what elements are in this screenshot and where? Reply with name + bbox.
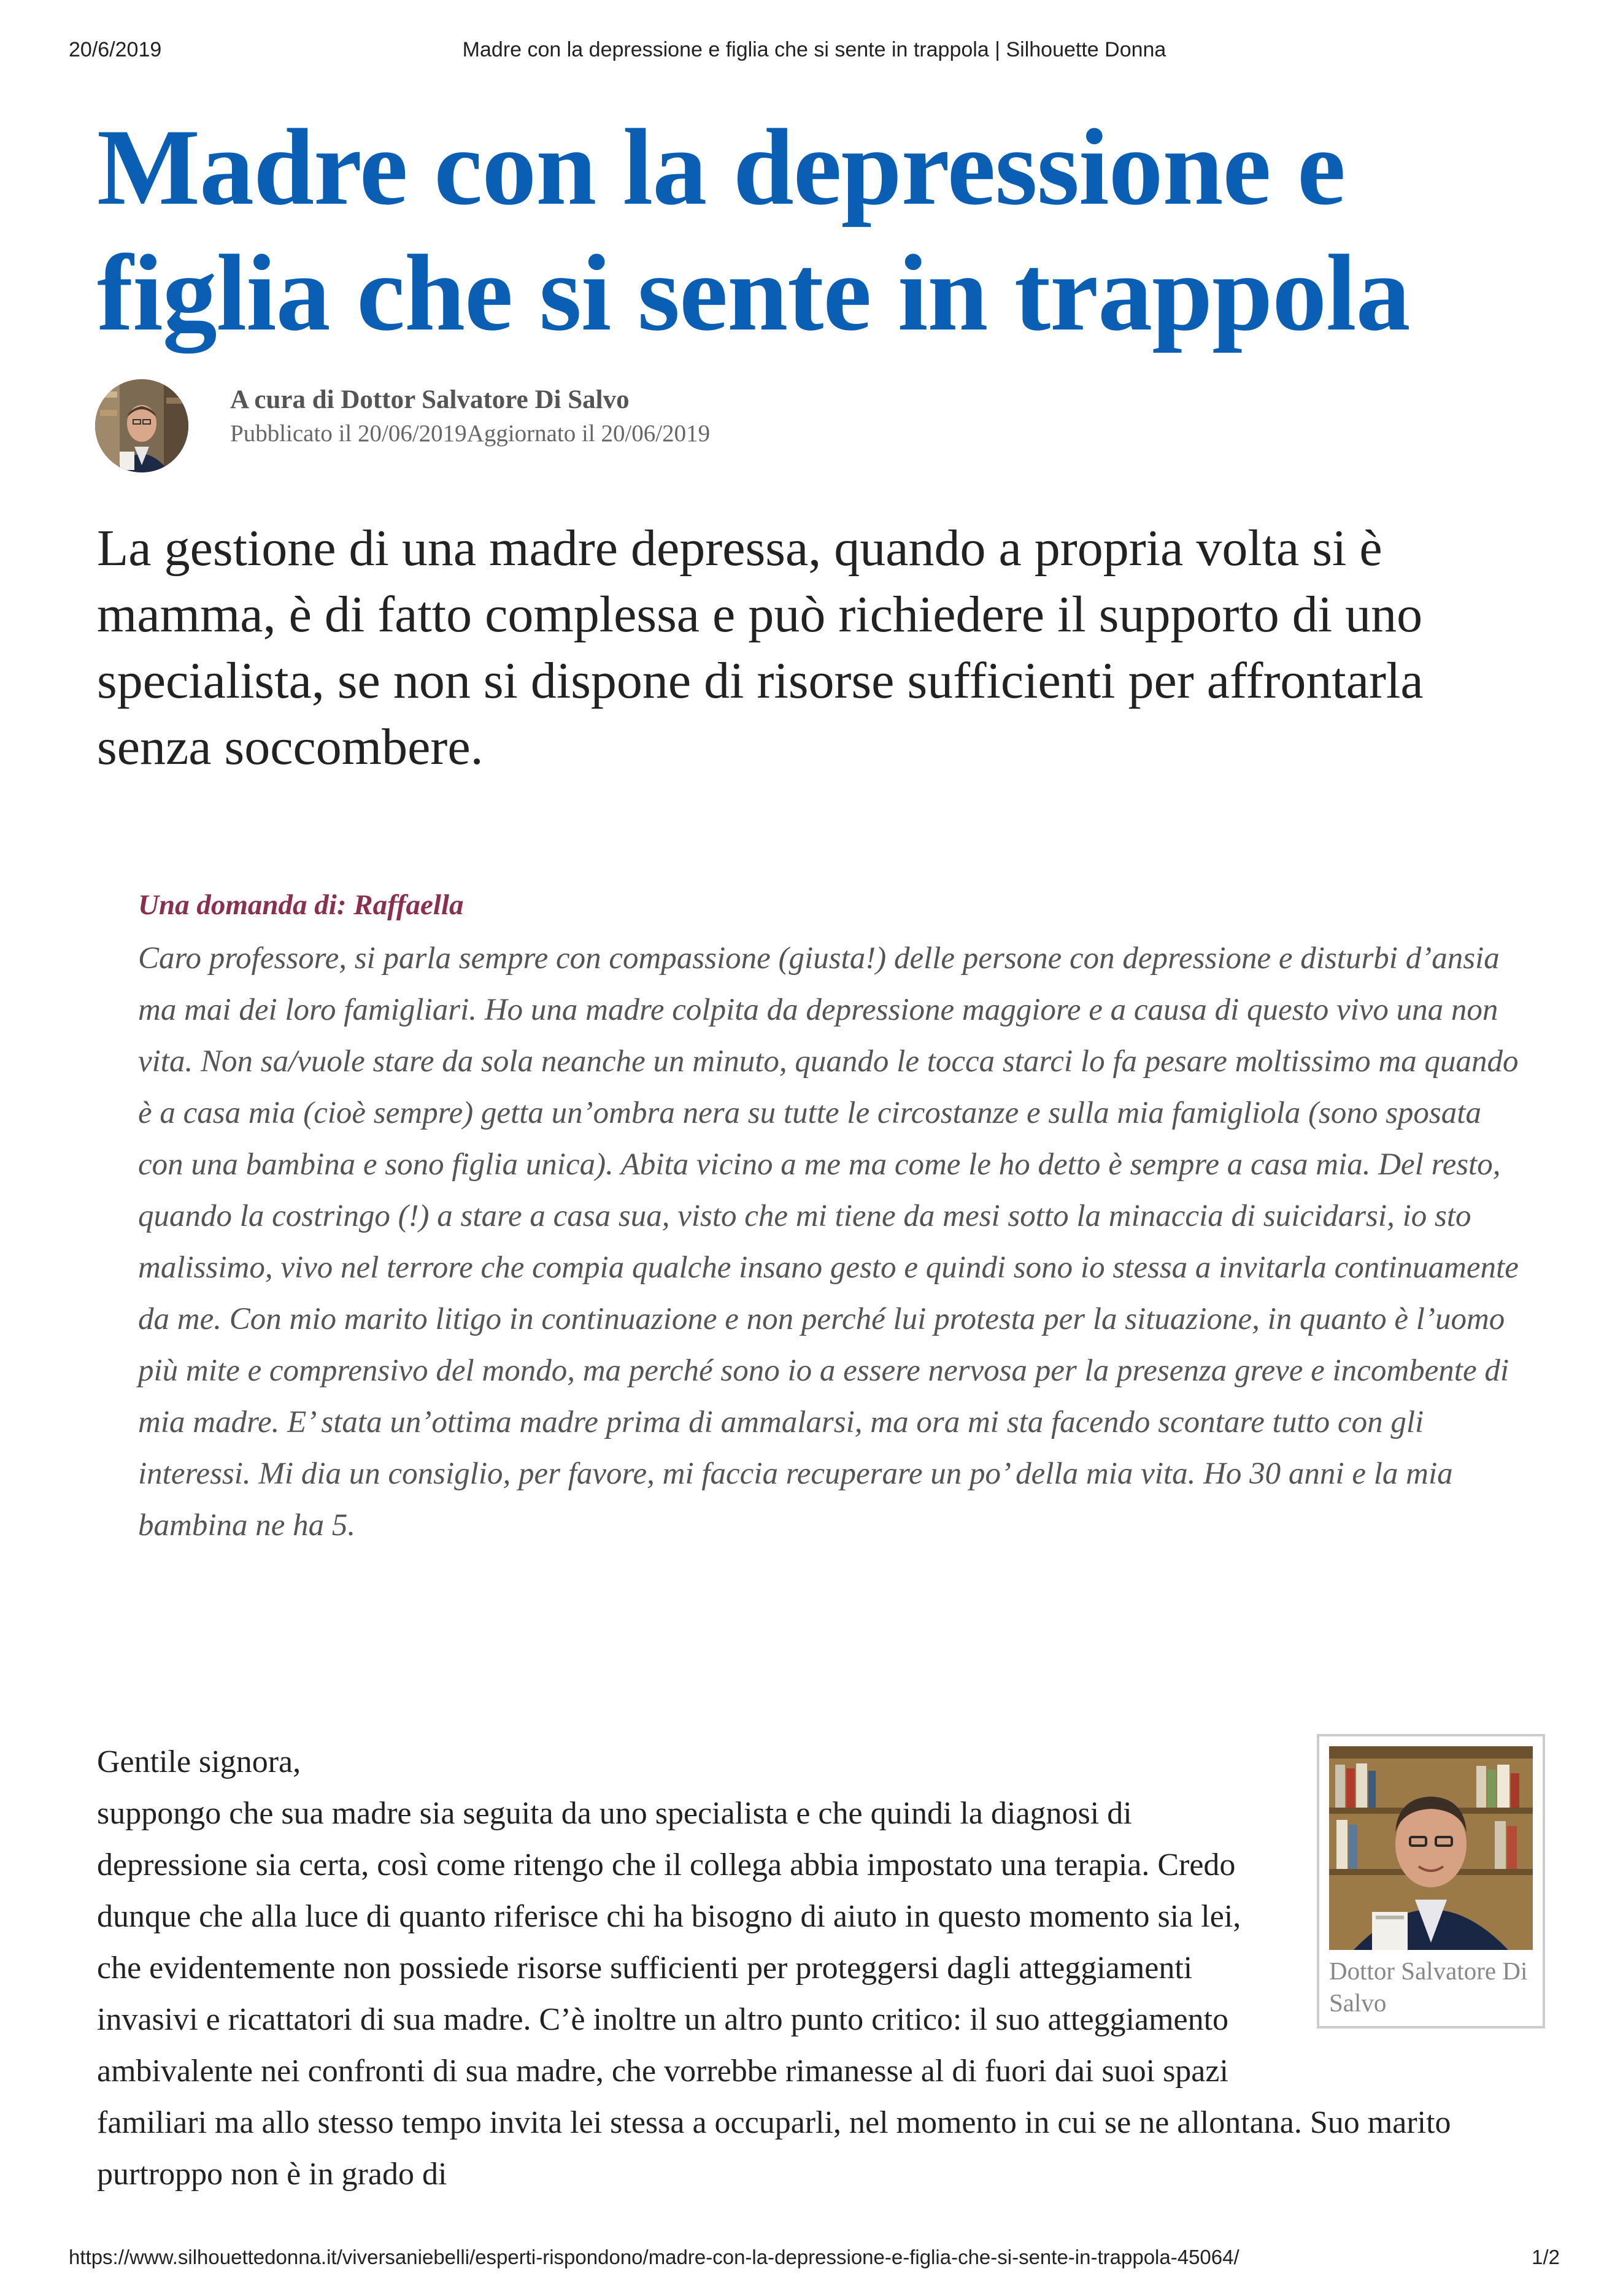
print-date: 20/6/2019 [69, 38, 162, 61]
article-lead: La gestione di una madre depressa, quando a propria volta si è mamma, è di fatto complessa e può richiedere il supporto di uno specialista, se non si dispone di risorse sufficienti per affrontarla senza soccombere. [97, 520, 1424, 776]
answer-body: suppongo che sua madre sia seguita da uno specialista e che quindi la diagnosi di depressione sia certa, così come ritengo che il collega abbia impostato una terapia. Credo dunque che alla luce di quanto riferisce chi ha bisogno di aiuto in questo momento sia lei, che evidentemente non possiede risorse sufficienti per proteggersi dagli atteggiamenti invasivi e ricattatori di sua madre. C’è inoltre un altro punto critico: il suo atteggiamento ambivalente nei confronti di sua madre, che vorrebbe rimanesse al di fuori dai suoi spazi familiari ma allo stesso tempo invita lei stessa a occuparli, nel momento in cui se ne allontana. Suo marito purtroppo non è in grado di [97, 1796, 1451, 2192]
question-label: Una domanda di: Raffaella [138, 889, 464, 921]
print-footer [69, 2246, 1560, 2276]
reader-question [138, 885, 1531, 1551]
author-name[interactable]: A cura di Dottor Salvatore Di Salvo [230, 385, 630, 414]
article-title: Madre con la depressione e figlia che si sente in trappola [97, 106, 1410, 353]
publish-dates: Pubblicato il 20/06/2019Aggiornato il 20/06/2019 [230, 420, 711, 447]
print-header [69, 38, 1560, 69]
byline [95, 379, 1077, 477]
expert-answer [97, 1736, 1545, 2200]
expert-photo-box [1317, 1734, 1545, 2028]
page-url[interactable]: https://www.silhouettedonna.it/viversaniebelli/esperti-rispondono/madre-con-la-depressione-e-figlia-che-si-sente-in-trappola-45064/ [69, 2246, 1239, 2268]
question-body: Caro professore, si parla sempre con compassione (giusta!) delle persone con depressione e disturbi d’ansia ma mai dei loro famigliari. Ho una madre colpita da depressione maggiore e a causa di questo vivo una non vita. Non sa/vuole stare da sola neanche un minuto, quando le tocca starci lo fa pesare moltissimo ma quando è a casa mia (cioè sempre) getta un’ombra nera su tutte le circostanze e sulla mia famigliola (sono sposata con una bambina e sono figlia unica). Abita vicino a me ma come le ho detto è sempre a casa mia. Del resto, quando la costringo (!) a stare a casa sua, visto che mi tiene da mesi sotto la minaccia di suicidarsi, io sto malissimo, vivo nel terrore che compia qualche insano gesto e quindi sono io stessa a invitarla continuamente da me. Con mio marito litigo in continuazione e non perché lui protesta per la situazione, in quanto è l’uomo più mite e comprensivo del mondo, ma perché sono io a essere nervosa per la presenza greve e incombente di mia madre. E’ stata un’ottima madre prima di ammalarsi, ma ora mi sta facendo scontare tutto con gli interessi. Mi dia un consiglio, per favore, mi faccia recuperare un po’ della mia vita. Ho 30 anni e la mia bambina ne ha 5. [138, 941, 1519, 1543]
answer-greeting: Gentile signora, [97, 1744, 301, 1779]
expert-photo-caption: Dottor Salvatore Di Salvo [1329, 1957, 1528, 2017]
print-page-title: Madre con la depressione e figlia che si sente in trappola | Silhouette Donna [462, 38, 1166, 61]
byline-text [230, 379, 710, 450]
expert-photo [1329, 1746, 1533, 1950]
author-avatar[interactable] [95, 379, 188, 472]
page-number: 1/2 [1532, 2246, 1560, 2268]
